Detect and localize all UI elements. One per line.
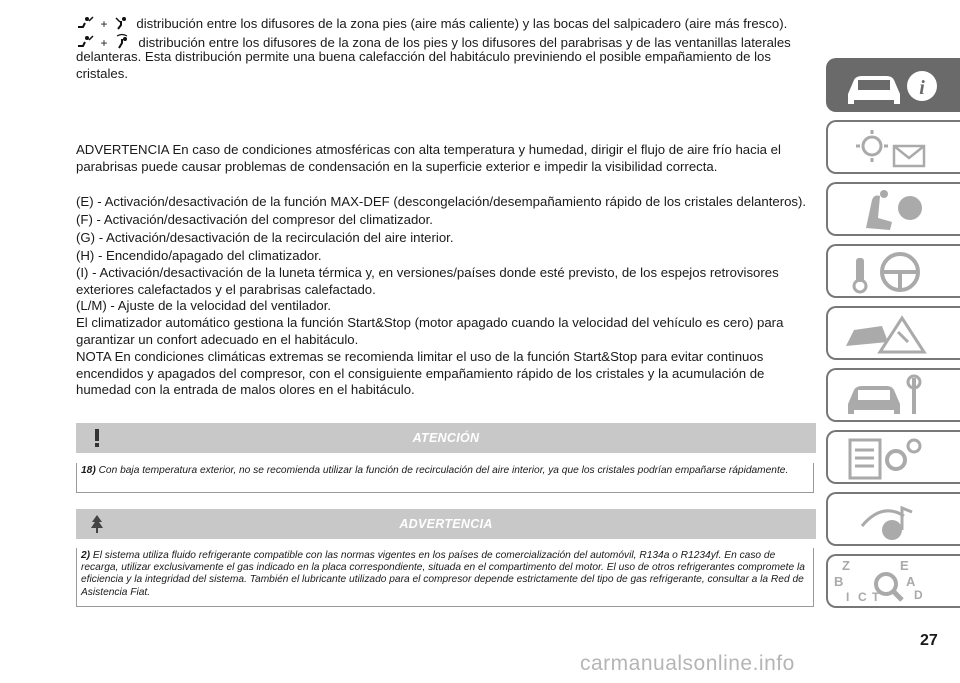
index-letter: B (834, 574, 844, 589)
tab-index[interactable] (826, 554, 960, 608)
svg-text:i: i (919, 77, 925, 99)
note-number: 18) (81, 465, 96, 476)
index-letter: A (906, 574, 916, 589)
index-letter: T (872, 590, 880, 604)
distribution-feet-dash: + distribución entre los difusores de la zona pies (aire más caliente) y las bocas del salpicadero (aire más fresco). (76, 15, 816, 35)
nota-paragraph: NOTA En condiciones climáticas extremas se recomienda limitar el uso de la función Start&Stop para evitar continuos encendidos y apagados del compresor, con el consiguiente empañamiento rápido de los cristales y la acumulación de humedad con la entrada de malos olores en el habitáculo. (76, 349, 765, 398)
car-info-icon (842, 64, 942, 110)
item-i: (I) - Activación/desactivación de la luneta térmica y, en versiones/países donde esté previsto, de los espejos retrovisores exteriores calefactados y el parabrisas calefactado. (76, 265, 779, 297)
advertencia-text: El sistema utiliza fluido refrigerante compatible con las normas vigentes en los países de comercialización del automóvil, R134a o R1234yf. En caso de recarga, utilizar exclusivamente el gas indicado en la placa correspondiente, situada en el compartimento del motor. El uso de otros refrigerantes compromete la eficiencia y la integridad del sistema. También el lubricante utilizado para el compresor depende estrictamente del tipo de gas refrigerante, consultar a la Red de Asistencia Fiat. (81, 550, 805, 598)
index-letter: I (846, 590, 850, 604)
page-number: 27 (920, 632, 938, 649)
item-lm: (L/M) - Ajuste de la velocidad del ventilador. (76, 298, 332, 313)
tab-safety[interactable] (826, 182, 960, 236)
index-letter: Z (842, 558, 850, 573)
distribution-feet-windscreen: + distribución entre los difusores de la zona de los pies y los difusores del parabrisas y de las ventanillas laterales (76, 33, 816, 54)
note-number: 2) (81, 550, 91, 561)
tab-specs[interactable] (826, 430, 960, 484)
item-g: (G) - Activación/desactivación de la recirculación del aire interior. (76, 230, 454, 245)
startstop-paragraph: El climatizador automático gestiona la función Start&Stop (motor apagado cuando la velocidad del vehículo es cero) para garantizar un confort adecuado en el habitáculo. (76, 315, 784, 347)
atencion-note (76, 463, 814, 493)
index-letters-icon (842, 560, 942, 606)
tab-driving[interactable] (826, 244, 960, 298)
tab-emergency[interactable] (826, 306, 960, 360)
car-service-icon (842, 374, 942, 420)
specs-gear-icon (842, 436, 942, 482)
tab-maintenance[interactable] (826, 368, 960, 422)
text-line2-cont: delanteras. Esta distribución permite una buena calefacción del habitáculo previniendo el posible empañamiento de los cristales. (76, 49, 771, 81)
atencion-title: ATENCIÓN (412, 431, 480, 445)
item-e: (E) - Activación/desactivación de la función MAX-DEF (descongelación/desempañamiento rápido de los cristales delanteros). (76, 194, 807, 209)
atencion-banner (76, 423, 816, 453)
item-h: (H) - Encendido/apagado del climatizador. (76, 248, 322, 263)
index-letter: D (914, 588, 923, 602)
tab-car-info[interactable] (826, 58, 960, 112)
steering-wheel-icon (842, 250, 942, 296)
tab-multimedia[interactable] (826, 492, 960, 546)
advertencia-paragraph: ADVERTENCIA En caso de condiciones atmosféricas con alta temperatura y humedad, dirigir el flujo de aire frío hacia el parabrisas puede causar problemas de condensación en la superficie exterior e impedir la visibilidad correcta. (76, 142, 781, 174)
tab-warning-lights[interactable] (826, 120, 960, 174)
warning-lights-icon (842, 126, 942, 172)
watermark: carmanualsonline.info (580, 652, 795, 675)
index-letter: E (900, 558, 909, 573)
advertencia-banner (76, 509, 816, 539)
seat-airbag-icon (842, 188, 942, 234)
text-line1: distribución entre los difusores de la zona pies (aire más caliente) y las bocas del salpicadero (aire más fresco). (136, 16, 788, 31)
index-letter: C (858, 590, 867, 604)
atencion-text: Con baja temperatura exterior, no se recomienda utilizar la función de recirculación del aire interior, ya que los cristales podrían empañarse rápidamente. (98, 465, 789, 476)
text-line2: distribución entre los difusores de la zona de los pies y los difusores del parabrisas y de las ventanillas laterales (138, 35, 791, 50)
advertencia-note (76, 548, 814, 607)
item-f: (F) - Activación/desactivación del compresor del climatizador. (76, 212, 433, 227)
advertencia-title: ADVERTENCIA (399, 517, 493, 531)
road-warning-icon (842, 312, 942, 358)
multimedia-icon (842, 498, 942, 544)
